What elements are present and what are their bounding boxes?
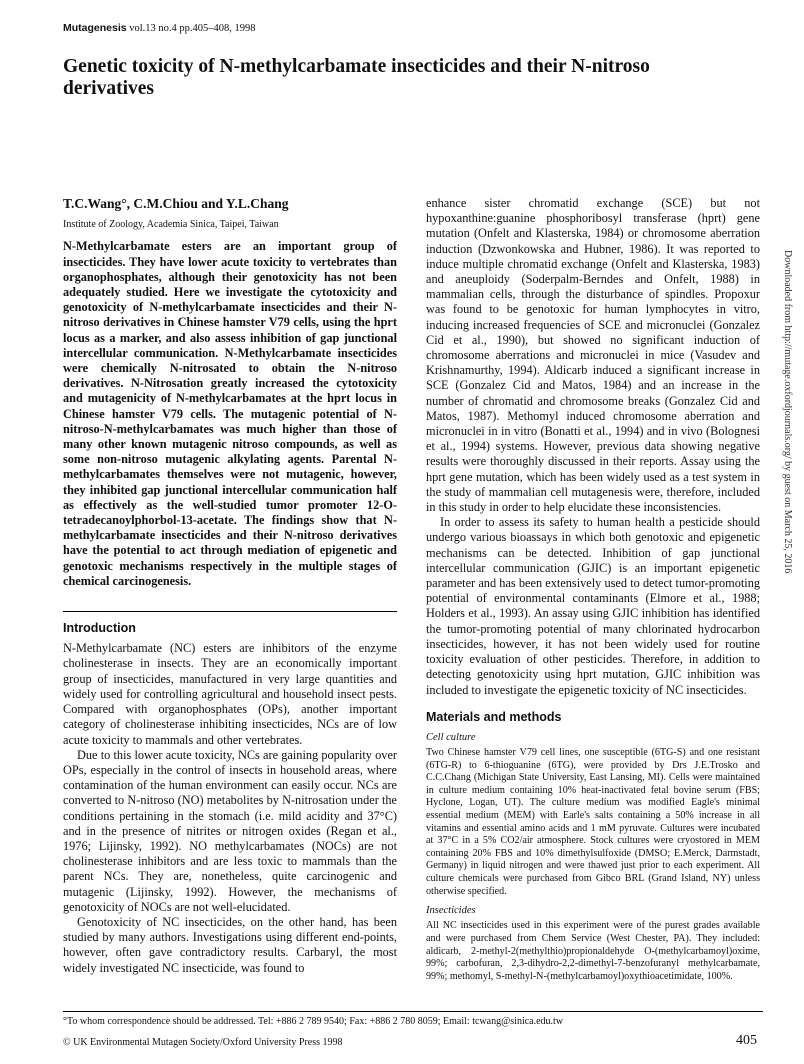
introduction-heading: Introduction — [63, 621, 136, 636]
intro-paragraph-3-continued: enhance sister chromatid exchange (SCE) but not hypoxanthine:guanine phosphoribosyl transferase (hprt) gene mutation (Onfelt and Klasterska, 1984) or chromosome aberration induction (Dzwonkowska and Hubner, 1986). It was reported to induce multiple chromatid exchange (Onfelt and Klasterska, 1983) and aneuploidy (Soderpalm-Berndes and Onfelt, 1988) in mammalian cells, through the disturbance of spindles. Propoxur was found to be genotoxic for human lymphocytes in vitro, inducing increased frequencies of SCE and micronuclei (Gonzalez Cid et al., 1990), but showed no significant induction of chromosome aberrations and micronuclei in mice (Vasudev and Krishnamurthy, 1994). Aldicarb induced a significant increase in SCE (Gonzalez Cid and Matos, 1984) and an increase in the number of chromatid and chromosome breaks (Gonzalez Cid and Matos, 1987). Methomyl induced chromosome aberration and micronuclei in in vitro (Bonatti et al., 1994) and in vivo (Bolognesi et al., 1994) systems. However, previous data showing negative results were thoroughly discussed in their reports. Assay using the hprt gene mutation, which has been widely used as a test system in the study of mammalian cell mutagenesis were, therefore, included in this study in order to help elucidate these inconsistencies. — [426, 196, 760, 515]
footnote-divider — [63, 1011, 763, 1012]
authors: T.C.Wang°, C.M.Chiou and Y.L.Chang — [63, 196, 289, 211]
cell-culture-text: Two Chinese hamster V79 cell lines, one susceptible (6TG-S) and one resistant (6TG-R) to 6-thioguanine (6TG), were provided by Drs J.E.Trosko and C.C.Chang (Michigan State University, East Lansing, MI). Cells were maintained in culture medium containing 10% heat-inactivated fetal bovine serum (FBS; Hyclone, Logan, UT). The culture medium was modified Eagle's minimal essential medium (MEM) with Earle's salts containing a 50% increase in all vitamins and essential amino acids and 1 mM pyruvate. Cultures were incubated at 37°C in a 5% CO2/air atmosphere. Stock cultures were cryostored in MEM containing 20% FBS and 10% dimethylsulfoxide (DMSO; E.Merck, Darmstadt, Germany) in liquid nitrogen and were thawed just prior to each experiment. All culture chemicals were purchased from Gibco BRL (Grand Island, NY) unless otherwise specified. — [426, 747, 760, 897]
abstract-divider — [63, 611, 397, 612]
download-watermark: Downloaded from http://mutage.oxfordjournals.org/ by guest on March 25, 2016 — [782, 250, 793, 574]
intro-paragraph-4: In order to assess its safety to human health a pesticide should undergo various bioassays in which both genotoxic and epigenetic mechanisms can be detected. Inhibition of gap junctional intercellular communication (GJIC) is an important epigenetic parameter and has been extensively used to detect tumor-promoting potential of environmental contaminants (Elmore et al., 1988; Holders et al., 1993). An assay using GJIC inhibition has identified the tumor-promoting potential of many chlorinated hydrocarbon insecticides, however, it has not been widely used for routine toxicity evaluation of other pesticides. Therefore, in addition to detecting genotoxicity using hprt mutation, GJIC inhibition was included to investigate the epigenetic toxicity of NC insecticides. — [426, 515, 760, 697]
intro-paragraph-2: Due to this lower acute toxicity, NCs are gaining popularity over OPs, especially in the control of insects in household areas, where contamination of the human environment can easily occur. NCs are converted to N-nitroso (NO) metabolites by N-nitrosation under the conditions pertaining in the stomach (i.e. mild acidity and 37°C) and in the presence of nitrites or nitrogen oxides (Regan et al., 1976; Lijinsky, 1992). NO methylcarbamates (NOCs) are not cholinesterase inhibitors and are less toxic to mammals than the parent NCs. They are, nonetheless, quite carcinogenic and mutagenic (Lijinsky, 1992). However, the mechanisms of genotoxicity of NOCs are not well-elucidated. — [63, 747, 397, 914]
methods-heading: Materials and methods — [426, 709, 562, 724]
left-column — [63, 196, 397, 976]
right-column — [426, 196, 760, 983]
journal-citation — [63, 22, 256, 34]
insecticides-heading: Insecticides — [426, 905, 476, 917]
page-number: 405 — [736, 1033, 757, 1048]
correspondence-footnote — [63, 1011, 763, 1027]
intro-paragraph-3: Genotoxicity of NC insecticides, on the other hand, has been studied by many authors. Investigations using different end-points, however, often gave contradictory results. Carbaryl, the most widely investigated NC insecticide, was found to — [63, 914, 397, 975]
article-title: Genetic toxicity of N-methylcarbamate insecticides and their N-nitroso derivatives — [63, 56, 650, 99]
copyright-notice: © UK Environmental Mutagen Society/Oxford University Press 1998 — [63, 1037, 343, 1048]
insecticides-text: All NC insecticides used in this experiment were of the purest grades available and were purchased from Chem Service (West Chester, PA). They included: aldicarb, 2-methyl-2(methylthio)propionaldehyde O-(methylcarbamoyl)oxime, 99%; carbofuran, 2,3-dihydro-2,2-dimethyl-7-benzofuranyl methylcarbamate, 99%; methomyl, S-methyl-N-(methylcarbamoyl)oxythioacetimidate, 100%. — [426, 920, 760, 982]
journal-name: Mutagenesis — [63, 22, 127, 34]
affiliation: Institute of Zoology, Academia Sinica, Taipei, Taiwan — [63, 219, 279, 231]
cell-culture-heading: Cell culture — [426, 731, 476, 743]
intro-paragraph-1: N-Methylcarbamate (NC) esters are inhibitors of the enzyme cholinesterase in insects. They are an economically important group of insecticides, manufactured in very large quantities and widely used for controlling agricultural and household insect pests. Compared with organophosphates (OPs), another important category of cholinesterase inhibiting insecticides, NCs are of low acute toxicity to mammals and other vertebrates. — [63, 641, 397, 747]
footnote-text: °To whom correspondence should be addressed. Tel: +886 2 789 9540; Fax: +886 2 780 8059; Email: tcwang@sinica.edu.tw — [63, 1016, 564, 1027]
abstract: N-Methylcarbamate esters are an important group of insecticides. They have lower acute toxicity to vertebrates than organophosphates, although their genotoxicity has not been adequately studied. Here we investigate the cytotoxicity and genotoxicity of N-methylcarbamate insecticides and their N-nitroso derivatives in Chinese hamster V79 cells, using the hprt locus as a marker, and also assess inhibition of gap junctional intercellular communication. N-Methylcarbamate insecticides were chemically N-nitrosated to obtain the N-nitroso derivatives. N-Nitrosation greatly increased the cytotoxicity and mutagenicity of N-methylcarbamates at the hprt locus in Chinese hamster V79 cells. The mutagenic potential of N-nitroso-N-methylcarbamates was much higher than those of many other known mutagenic nitroso compounds, as well as some non-nitroso mutagenic alkylating agents. Parental N-methylcarbamates themselves were not mutagenic, however, they inhibited gap junctional intercellular communication half as effectively as the well-studied tumor promoter 12-O-tetradecanoylphorbol-13-acetate. The findings show that N-methylcarbamate insecticides and their N-nitroso derivatives have the potential to act through mediation of epigenetic and genotoxic mechanisms respectively in the multiple stages of chemical carcinogenesis. — [63, 239, 397, 588]
volume-info: vol.13 no.4 pp.405–408, 1998 — [129, 23, 256, 34]
